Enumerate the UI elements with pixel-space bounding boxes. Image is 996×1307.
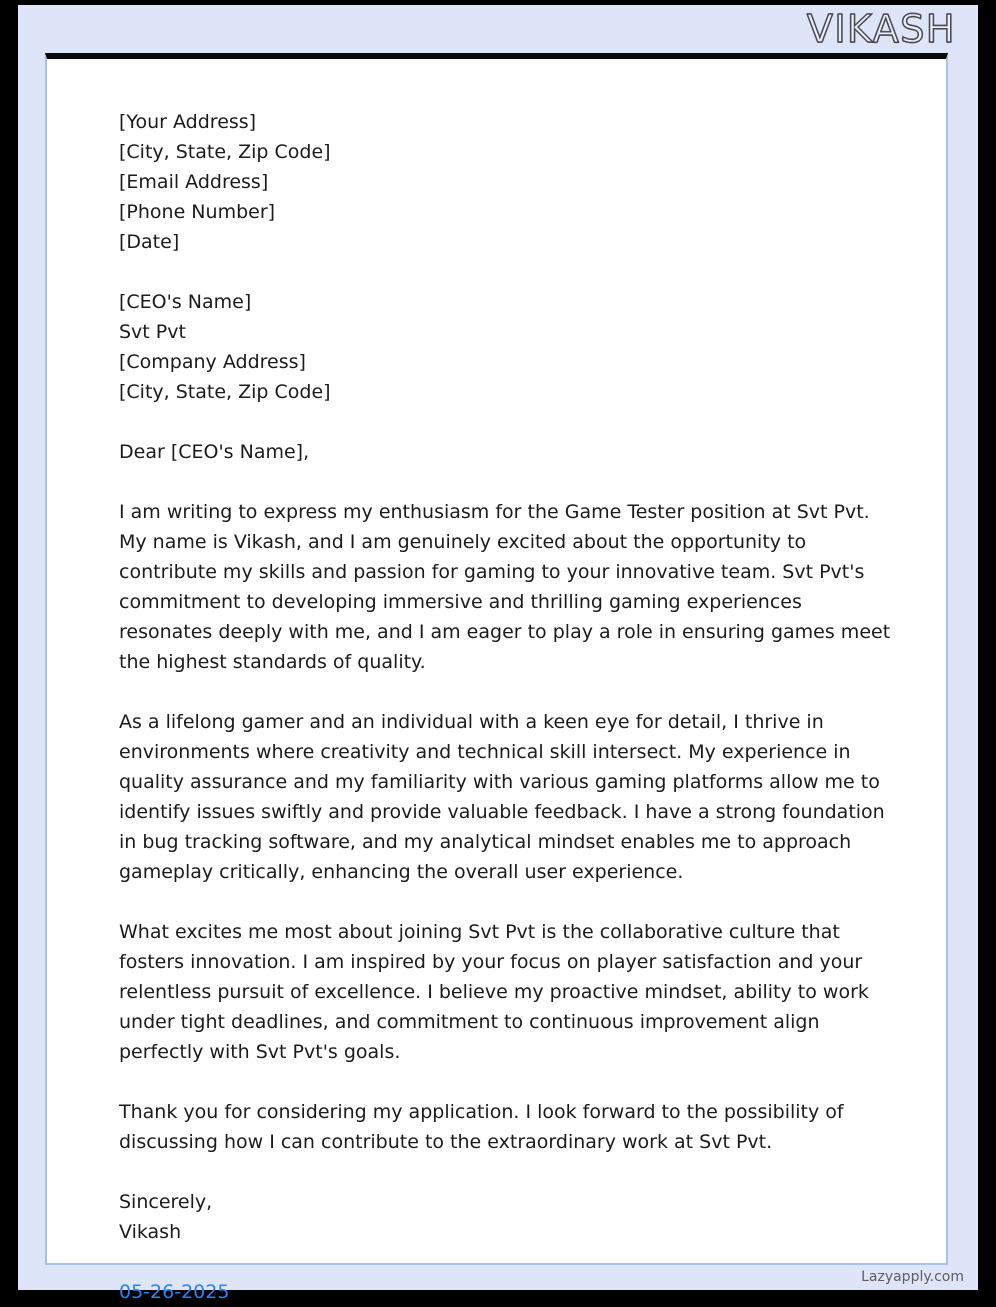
recipient-address-line: [Company Address] — [119, 351, 306, 373]
sender-address-block — [119, 107, 894, 257]
closing-block — [119, 1187, 894, 1307]
body-paragraph: As a lifelong gamer and an individual with a keen eye for detail, I thrive in environments where creativity and technical skill intersect. My experience in quality assurance and my familiarity with various gaming platforms allow me to identify issues swiftly and provide valuable feedback. I have a strong foundation in bug tracking software, and my analytical mindset enables me to approach gameplay critically, enhancing the overall user experience. — [119, 711, 885, 883]
salutation: Dear [CEO's Name], — [119, 441, 310, 463]
body-paragraph: I am writing to express my enthusiasm for the Game Tester position at Svt Pvt. My name is Vikash, and I am genuinely excited about the opportunity to contribute my skills and passion for gaming to your innovative team. Svt Pvt's commitment to developing immersive and thrilling gaming experiences resonates deeply with me, and I am eager to play a role in ensuring games meet the highest standards of quality. — [119, 501, 891, 673]
sender-address-line: [Date] — [119, 231, 180, 253]
page-title: VIKASH — [806, 7, 956, 51]
sender-address-line: [City, State, Zip Code] — [119, 141, 331, 163]
sender-address-line: [Email Address] — [119, 171, 269, 193]
body-paragraph: Thank you for considering my application. I look forward to the possibility of discussing how I can contribute to the extraordinary work at Svt Pvt. — [119, 1101, 844, 1153]
recipient-address-block — [119, 287, 894, 407]
recipient-address-line: [CEO's Name] — [119, 291, 252, 313]
signature-name: Vikash — [119, 1221, 182, 1243]
recipient-address-line: [City, State, Zip Code] — [119, 381, 331, 403]
date-stamp: 05-26-2025 — [119, 1281, 230, 1303]
sender-address-line: [Phone Number] — [119, 201, 276, 223]
body-paragraph: What excites me most about joining Svt Pvt is the collaborative culture that fosters innovation. I am inspired by your focus on player satisfaction and your relentless pursuit of excellence. I believe my proactive mindset, ability to work under tight deadlines, and commitment to continuous improvement align perfectly with Svt Pvt's goals. — [119, 921, 869, 1063]
paper-backdrop — [18, 5, 978, 1303]
sender-address-line: [Your Address] — [119, 111, 257, 133]
recipient-address-line: Svt Pvt — [119, 321, 186, 343]
valediction: Sincerely, — [119, 1191, 213, 1213]
document-header — [18, 5, 978, 53]
footer-watermark: Lazyapply.com — [861, 1269, 964, 1285]
letter-body — [47, 59, 946, 1307]
